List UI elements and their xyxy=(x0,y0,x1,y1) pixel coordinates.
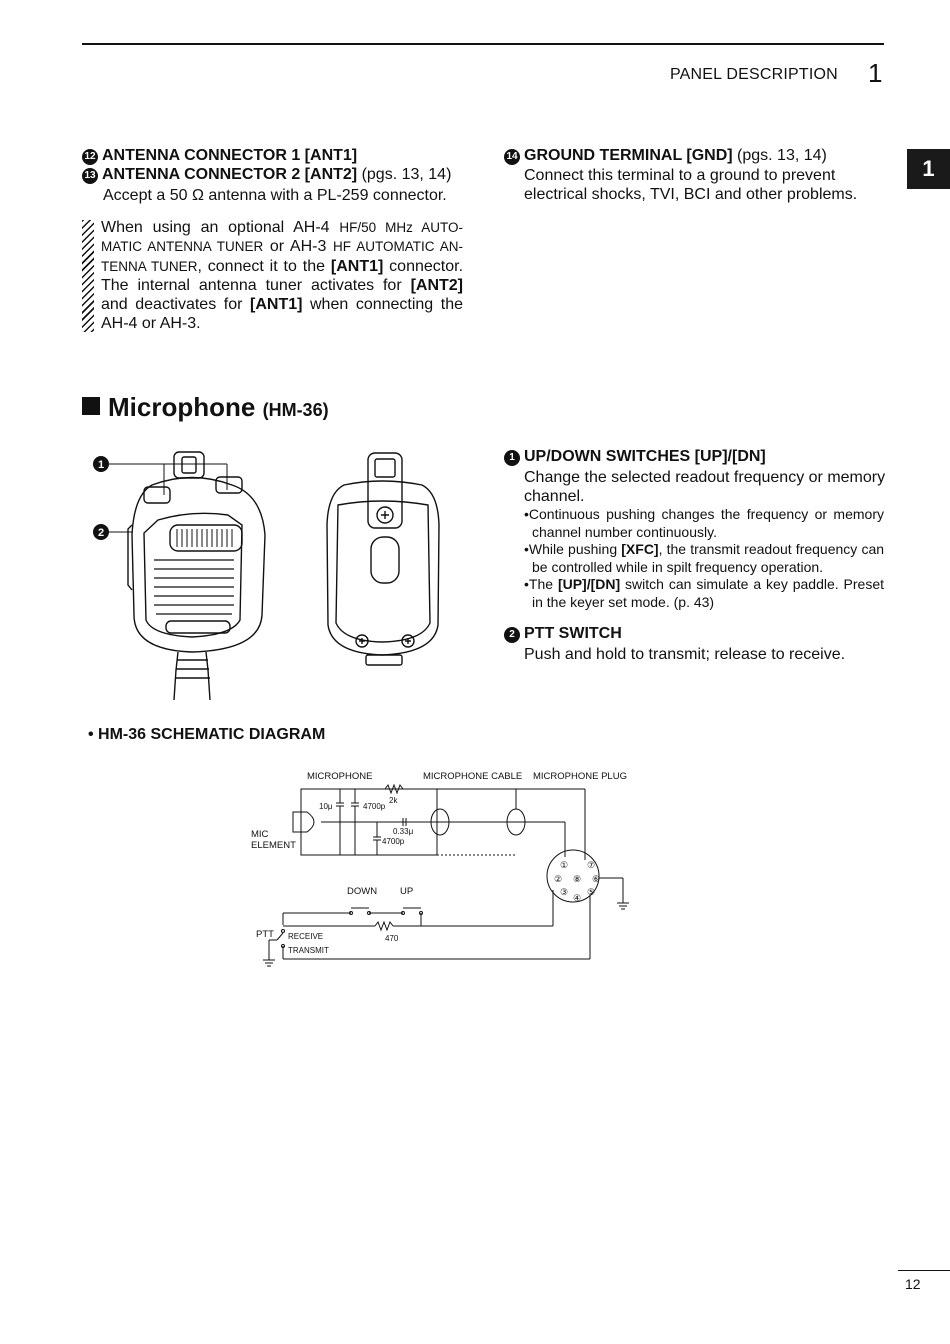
label-c4: 4700p xyxy=(382,837,405,846)
item-12-heading xyxy=(82,147,357,165)
callout-2-label: 2 xyxy=(97,527,105,539)
item-1-number: 1 xyxy=(504,450,520,466)
note-text: When using an optional AH-4 xyxy=(101,219,340,236)
label-c2: 4700p xyxy=(363,802,386,811)
label-microphone: MICROPHONE xyxy=(307,771,373,782)
chapter-tab: 1 xyxy=(907,149,950,189)
mic-back-view xyxy=(327,453,439,665)
up-down-title: UP/DOWN SWITCHES [UP]/[DN] xyxy=(524,448,766,465)
item-13-pages: (pgs. 13, 14) xyxy=(361,166,452,183)
item-14-pages: (pgs. 13, 14) xyxy=(737,147,827,164)
section-title: PANEL DESCRIPTION xyxy=(670,66,838,83)
note-bold: [ANT1] xyxy=(330,257,384,275)
bullet-bold: [XFC] xyxy=(621,541,659,557)
label-transmit: TRANSMIT xyxy=(288,946,329,955)
note-bold: [ANT1] xyxy=(250,296,303,314)
page-number: 12 xyxy=(905,1276,921,1292)
label-r2: 470 xyxy=(385,934,399,943)
plug-pin-3: ③ xyxy=(559,887,569,897)
item-14-description: Connect this terminal to a ground to prevent electrical shocks, TVI, BCI and other problems. xyxy=(524,167,858,203)
note-hatch-bar xyxy=(82,220,94,332)
note-text: connector. The internal antenna tuner activates for xyxy=(101,257,464,294)
bullet-text: , the transmit readout frequency can be controlled while in spilt frequency operation. xyxy=(532,541,885,575)
bullet-text: The xyxy=(528,576,558,592)
schematic-title: • HM-36 SCHEMATIC DIAGRAM xyxy=(88,726,326,743)
item-12-title: ANTENNA CONNECTOR 1 [ANT1] xyxy=(102,147,358,164)
plug-pin-1: ① xyxy=(559,860,569,870)
note-text-smallcaps: HF AUTOMATIC AN-TENNA TUNER xyxy=(101,239,463,274)
header-rule xyxy=(82,43,884,45)
bullet-text: While pushing xyxy=(528,541,622,557)
note-text-smallcaps: HF/50 MHz AUTO-MATIC ANTENNA TUNER xyxy=(101,220,463,255)
mic-front-view xyxy=(128,452,265,700)
microphone-section-title xyxy=(82,392,329,423)
item-14-title: GROUND TERMINAL [GND] xyxy=(524,147,733,164)
plug-pin-6: ⑥ xyxy=(591,874,601,884)
callout-1-label: 1 xyxy=(97,459,105,471)
label-mic: MIC xyxy=(251,829,269,840)
plug-pin-8: ⑧ xyxy=(572,874,582,884)
microphone-illustration xyxy=(82,445,482,705)
schematic-diagram xyxy=(245,765,645,970)
up-down-heading xyxy=(504,448,766,466)
bullet-item: •The [UP]/[DN] switch can simulate a key paddle. Preset in the keyer set mode. (p. 43) xyxy=(524,576,885,610)
label-down: DOWN xyxy=(347,886,378,897)
label-c3: 0.33μ xyxy=(393,827,414,836)
bullet-text: Continuous pushing changes the frequency or memory channel number continuously. xyxy=(528,506,884,540)
bullet-list xyxy=(524,506,884,611)
label-microphone-cable: MICROPHONE CABLE xyxy=(423,771,523,782)
label-c1: 10μ xyxy=(319,802,333,811)
label-microphone-plug: MICROPHONE PLUG xyxy=(533,771,627,782)
item-14-number: 14 xyxy=(504,149,520,165)
item-12-number: 12 xyxy=(82,149,98,165)
item-2-number: 2 xyxy=(504,627,520,643)
label-up: UP xyxy=(400,886,414,897)
bullet-item: •While pushing [XFC], the transmit readout frequency can be controlled while in spilt frequency operation. xyxy=(524,541,885,575)
note-paragraph xyxy=(101,218,463,334)
item-14-heading xyxy=(504,147,827,165)
note-bold: [ANT2] xyxy=(410,276,463,294)
up-down-description: Change the selected readout frequency or memory channel. xyxy=(524,469,886,505)
label-ptt: PTT xyxy=(256,929,274,940)
item-13-heading xyxy=(82,166,451,184)
plug-pin-7: ⑦ xyxy=(586,860,596,870)
plug-pin-2: ② xyxy=(553,874,563,884)
item-13-number: 13 xyxy=(82,168,98,184)
note-text: or AH-3 xyxy=(263,238,334,256)
note-text: , connect it to the xyxy=(197,257,331,275)
label-r1: 2k xyxy=(389,796,398,805)
footer-rule xyxy=(898,1270,950,1271)
item-13-description: Accept a 50 Ω antenna with a PL-259 connector. xyxy=(103,187,447,204)
item-13-title: ANTENNA CONNECTOR 2 [ANT2] xyxy=(102,166,358,183)
ptt-description: Push and hold to transmit; release to receive. xyxy=(524,646,846,663)
ptt-title: PTT SWITCH xyxy=(524,625,622,642)
microphone-model: (HM-36) xyxy=(262,400,329,420)
note-text: and deactivates for xyxy=(101,296,250,314)
square-bullet-icon xyxy=(82,397,100,415)
ptt-heading xyxy=(504,625,622,643)
label-receive: RECEIVE xyxy=(288,932,324,941)
microphone-title: Microphone xyxy=(108,392,256,422)
section-number: 1 xyxy=(868,58,883,88)
bullet-item: •Continuous pushing changes the frequency or memory channel number continuously. xyxy=(524,506,884,540)
label-element: ELEMENT xyxy=(251,840,296,851)
plug-pin-4: ④ xyxy=(572,893,582,903)
note-text: when connecting the AH-4 or AH-3. xyxy=(101,296,464,333)
bullet-text: switch can simulate a key paddle. Preset in the keyer set mode. (p. 43) xyxy=(532,576,885,610)
plug-pin-5: ⑤ xyxy=(586,887,596,897)
bullet-bold: [UP]/[DN] xyxy=(557,576,621,592)
